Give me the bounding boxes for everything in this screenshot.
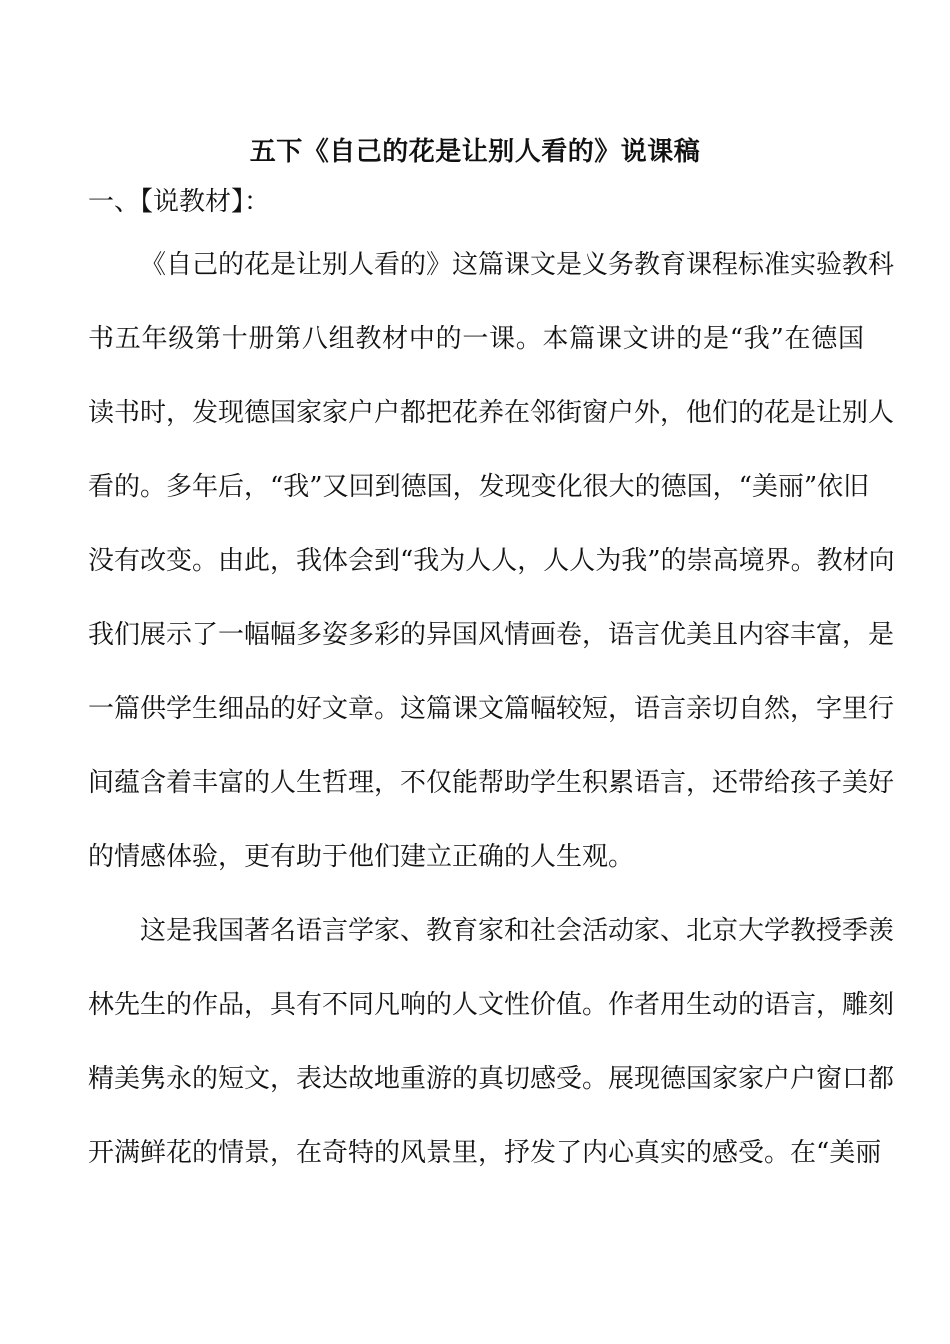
paragraph-line: 间蕴含着丰富的人生哲理，不仅能帮助学生积累语言，还带给孩子美好 <box>88 768 895 798</box>
paragraph-line: 开满鲜花的情景，在奇特的风景里，抒发了内心真实的感受。在“美丽 <box>88 1138 882 1168</box>
paragraph-line: 的情感体验，更有助于他们建立正确的人生观。 <box>88 842 635 872</box>
section-heading: 一、【说教材】： <box>88 187 271 217</box>
paragraph-line: 看的。多年后，“我”又回到德国，发现变化很大的德国，“美丽”依旧 <box>88 472 870 502</box>
paragraph-line: 《自己的花是让别人看的》这篇课文是义务教育课程标准实验教科 <box>140 250 895 280</box>
paragraph-1 <box>88 228 895 894</box>
paragraph-line: 林先生的作品，具有不同凡响的人文性价值。作者用生动的语言，雕刻 <box>88 990 895 1020</box>
paragraph-line: 精美隽永的短文，表达故地重游的真切感受。展现德国家家户户窗口都 <box>88 1064 895 1094</box>
paragraph-line: 这是我国著名语言学家、教育家和社会活动家、北京大学教授季羡 <box>140 916 895 946</box>
paragraph-2 <box>88 894 895 1190</box>
paragraph-line: 没有改变。由此，我体会到“我为人人，人人为我”的崇高境界。教材向 <box>88 546 895 576</box>
paragraph-line: 一篇供学生细品的好文章。这篇课文篇幅较短，语言亲切自然，字里行 <box>88 694 895 724</box>
paragraph-line: 我们展示了一幅幅多姿多彩的异国风情画卷，语言优美且内容丰富，是 <box>88 620 895 650</box>
paragraph-line: 读书时，发现德国家家户户都把花养在邻街窗户外，他们的花是让别人 <box>88 398 895 428</box>
paragraph-line: 书五年级第十册第八组教材中的一课。本篇课文讲的是“我”在德国 <box>88 324 864 354</box>
document-title: 五下《自己的花是让别人看的》说课稿 <box>249 137 701 167</box>
